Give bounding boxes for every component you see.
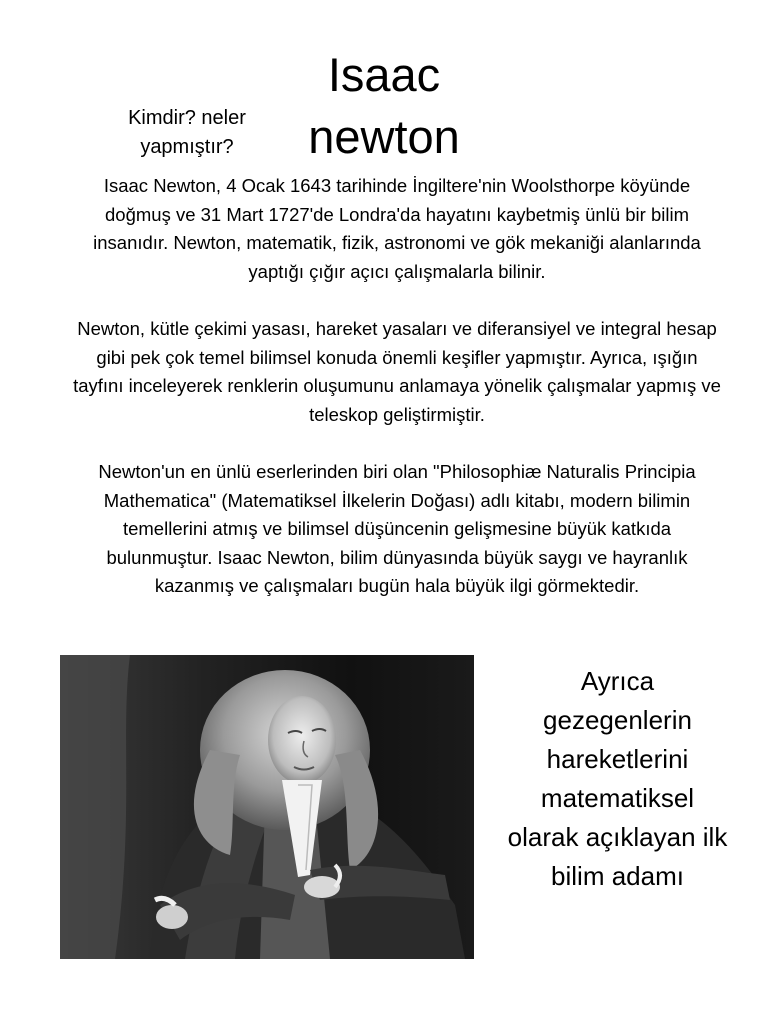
side-note: Ayrıca gezegenlerin hareketlerini matematiksel olarak açıklayan ilk bilim adamı (507, 666, 728, 891)
newton-portrait (60, 655, 474, 959)
page-title: Isaac newton (308, 48, 460, 163)
biography-text (72, 172, 722, 601)
subtitle: Kimdir? neler yapmıştır? (128, 107, 246, 158)
paragraph-intro: Isaac Newton, 4 Ocak 1643 tarihinde İngiltere'nin Woolsthorpe köyünde doğmuş ve 31 Mart 1727'de Londra'da hayatını kaybetmiş ünlü bir bilim insanıdır. Newton, matematik, fizik, astronomi ve gök mekaniği alanlarında yaptığı çığır açıcı çalışmalarla bilinir. (93, 175, 701, 282)
paragraph-discoveries: Newton, kütle çekimi yasası, hareket yasaları ve diferansiyel ve integral hesap gibi pek çok temel bilimsel konuda önemli keşifler yapmıştır. Ayrıca, ışığın tayfını inceleyerek renklerin oluşumunu anlamaya yönelik çalışmalar yapmış ve teleskop geliştirmiştir. (73, 317, 721, 425)
paragraph-principia: Newton'un en ünlü eserlerinden biri olan "Philosophiæ Naturalis Principia Mathematica" (Matematiksel İlkelerin Doğası) adlı kitabı, modern bilimin temellerini atmış ve bilimsel düşüncenin gelişmesine büyük katkıda bulunmuştur. Isaac Newton, bilim dünyasında büyük saygı ve hayranlık kazanmış ve çalışmaları bugün hala büyük ilgi görmektedir. (98, 460, 696, 597)
